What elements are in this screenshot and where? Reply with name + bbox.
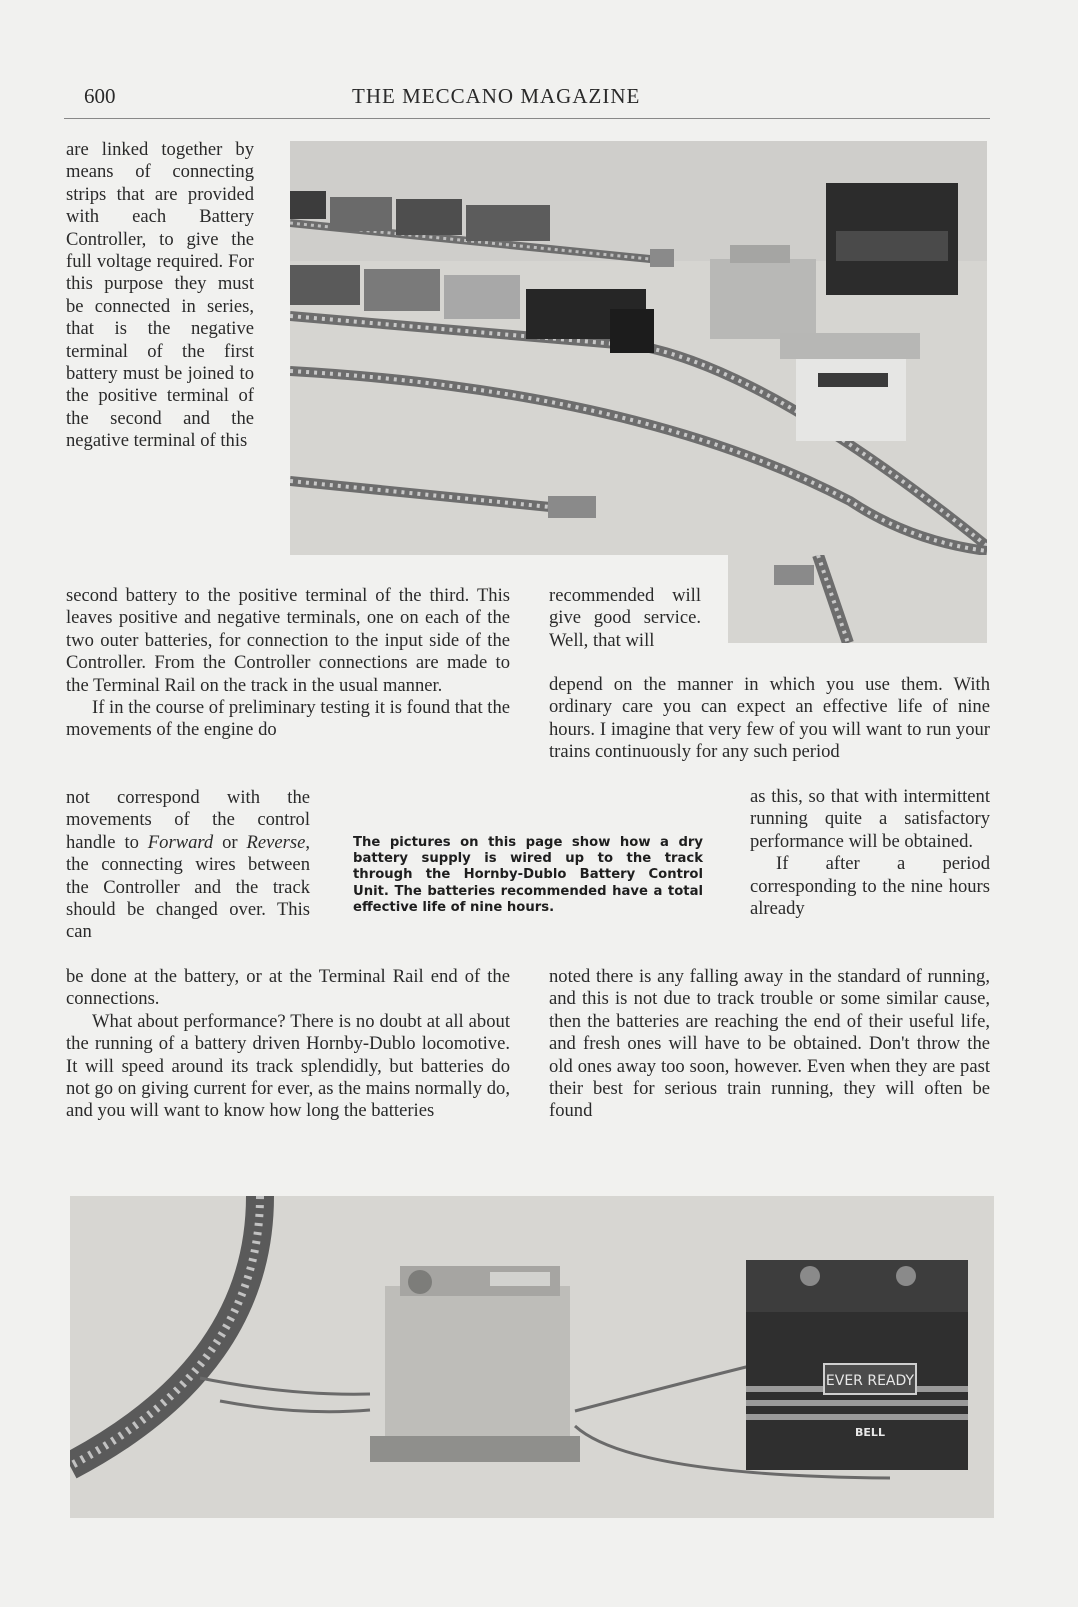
- battery-brand-label: EVER READY: [825, 1373, 915, 1389]
- text-run: not correspond with the movements of the control handle to: [66, 787, 310, 853]
- left-column-block-2: [66, 585, 510, 742]
- paragraph: noted there is any falling away in the standard of running, and this is not due to track trouble or some similar cause, then the batteries are reaching the end of their useful life, and fresh ones will have to be obtained. Don't throw the old ones away too soon, however. Even when they are past their best for serious train running, they will often be found: [549, 966, 990, 1122]
- photo-train-layout: [290, 141, 987, 555]
- italic-forward: Forward: [147, 831, 214, 853]
- paragraph: recommended will give good service. Well, that will: [549, 585, 701, 651]
- right-column-block-2: [549, 674, 990, 764]
- paragraph: as this, so that with intermittent running quite a satisfactory performance will be obtained.: [750, 786, 990, 852]
- paragraph: second battery to the positive terminal of the third. This leaves positive and negative terminals, one on each of the two outer batteries, for connection to the input side of the Controller. From the Controller connections are made to the Terminal Rail on the track in the usual manner.: [66, 585, 510, 696]
- paragraph: be done at the battery, or at the Terminal Rail end of the connections.: [66, 966, 510, 1010]
- battery-model-label: BELL: [855, 1426, 885, 1439]
- paragraph: What about performance? There is no doubt at all about the running of a battery driven Hornby-Dublo locomotive. It will speed around its track splendidly, but batteries do not go on giving current for ever, as the mains normally do, and you will want to know how long the batteries: [66, 1010, 510, 1122]
- left-column-block-3: [66, 787, 310, 944]
- magazine-title: THE MECCANO MAGAZINE: [352, 84, 641, 108]
- text-run: , the connecting wires between the Controller and the track should be changed over. This can: [66, 831, 310, 943]
- text-run: or: [213, 831, 247, 853]
- italic-reverse: Reverse: [246, 831, 306, 853]
- right-column-block-1: [549, 585, 701, 652]
- photo-train-layout-extension: [728, 555, 987, 643]
- photo-battery-controller: [70, 1196, 994, 1518]
- paragraph: [66, 787, 310, 944]
- paragraph: If after a period corresponding to the nine hours already: [750, 853, 990, 920]
- right-column-block-4: [549, 966, 990, 1123]
- paragraph: If in the course of preliminary testing it is found that the movements of the engine do: [66, 697, 510, 741]
- header-rule: [64, 118, 990, 119]
- left-column-block-1: [66, 139, 254, 453]
- figure-caption: The pictures on this page show how a dry battery supply is wired up to the track through the Hornby-Dublo Battery Control Unit. The batteries recommended have a total effective life of nine hours.: [353, 835, 703, 915]
- left-column-block-4: [66, 966, 510, 1123]
- right-column-block-3: [750, 786, 990, 920]
- page-number: 600: [84, 84, 116, 108]
- paragraph: depend on the manner in which you use them. With ordinary care you can expect an effective life of nine hours. I imagine that very few of you will want to run your trains continuously for any such period: [549, 674, 990, 763]
- paragraph: are linked together by means of connecting strips that are provided with each Battery Controller, to give the full voltage required. For this purpose they must be connected in series, that is the negative terminal of the first battery must be joined to the positive terminal of the second and the negative terminal of this: [66, 139, 254, 452]
